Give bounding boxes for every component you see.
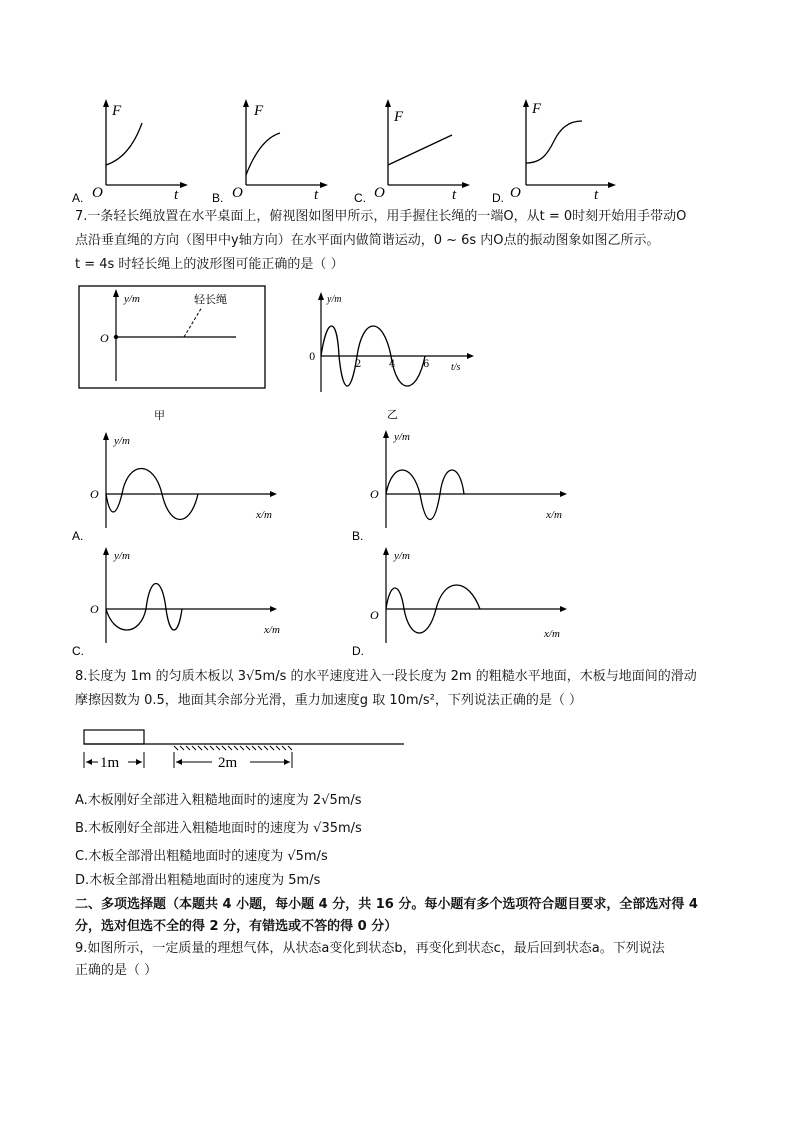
- x-axis-label: x/m: [546, 509, 562, 521]
- q7-line-1: 7.一条轻长绳放置在水平桌面上，俯视图如图甲所示，用手握住长绳的一端O，从t = 0时刻开始用手带动O: [75, 209, 687, 224]
- option-label: C.: [72, 644, 84, 658]
- q7-line-2: 点沿垂直绳的方向（图甲中y轴方向）在水平面内做简谐运动，0 ~ 6s 内O点的振动图象如图乙所示。: [75, 233, 660, 248]
- fig-yi-y-label: y/m: [327, 294, 342, 305]
- origin-label: O: [90, 602, 99, 616]
- q8-option-b: B.木板刚好全部进入粗糙地面时的速度为 √35m/s: [75, 821, 362, 836]
- fig-jia-origin: O: [100, 331, 109, 345]
- q8-line-1: 8.长度为 1m 的匀质木板以 3√5m/s 的水平速度进入一段长度为 2m 的粗糙水平地面，木板与地面间的滑动: [75, 669, 697, 684]
- tick-label: 2: [355, 359, 362, 370]
- option-label: D.: [492, 191, 504, 205]
- q8-option-c: C.木板全部滑出粗糙地面时的速度为 √5m/s: [75, 849, 328, 864]
- q7-line-3: t = 4s 时轻长绳上的波形图可能正确的是（ ）: [75, 257, 344, 272]
- q8-option-d: D.木板全部滑出粗糙地面时的速度为 5m/s: [75, 873, 321, 888]
- q7-option-c: [70, 545, 290, 660]
- graph-b: [210, 95, 330, 205]
- x-axis-label: x/m: [264, 624, 280, 636]
- fig-yi-x-label: t/s: [451, 362, 461, 373]
- graph-d: [490, 95, 620, 205]
- origin-label: O: [510, 185, 521, 201]
- origin-label: O: [92, 185, 103, 201]
- axis-label-f: F: [394, 109, 404, 125]
- q9-line-2: 正确的是（ ）: [75, 963, 158, 978]
- option-label: D.: [352, 644, 364, 658]
- axis-label-t: t: [452, 187, 457, 203]
- axis-label-t: t: [174, 187, 179, 203]
- option-label: B.: [352, 529, 364, 543]
- graph-a: [70, 95, 190, 205]
- axis-label-f: F: [532, 101, 542, 117]
- section2-heading-line-1: 二、多项选择题（本题共 4 小题，每小题 4 分，共 16 分。每小题有多个选项符合题目要求，全部选对得 4: [75, 897, 698, 912]
- q8-option-a: A.木板刚好全部进入粗糙地面时的速度为 2√5m/s: [75, 793, 362, 808]
- section2-heading-line-2: 分，选对但选不全的得 2 分，有错选或不答的得 0 分）: [75, 919, 398, 934]
- axis-label-t: t: [594, 187, 599, 203]
- q9-line-1: 9.如图所示，一定质量的理想气体，从状态a变化到状态b，再变化到状态c，最后回到状态a。下列说法: [75, 941, 665, 956]
- fig-yi-origin: 0: [309, 352, 316, 363]
- q7-option-a: [70, 430, 290, 545]
- q8-line-2: 摩擦因数为 0.5，地面其余部分光滑，重力加速度g 取 10m/s²，下列说法正确的是（ ）: [75, 693, 583, 708]
- axis-label-f: F: [112, 103, 122, 119]
- q7-option-d: [350, 545, 580, 660]
- option-label: A.: [72, 529, 84, 543]
- graph-c: [352, 95, 472, 205]
- tick-label: 6: [423, 359, 430, 370]
- y-axis-label: y/m: [114, 435, 130, 447]
- fig-jia-caption: 甲: [154, 409, 165, 422]
- q7-option-b: [350, 428, 580, 545]
- q8-figure: [78, 726, 408, 776]
- x-axis-label: x/m: [256, 509, 272, 521]
- axis-label-f: F: [254, 103, 264, 119]
- figure-jia: [78, 285, 268, 425]
- origin-label: O: [90, 487, 99, 501]
- figure-yi: [305, 290, 475, 425]
- board-length-label: 1m: [100, 755, 120, 771]
- fig-jia-y-label: y/m: [124, 293, 140, 305]
- option-label: C.: [354, 191, 366, 205]
- origin-label: O: [370, 608, 379, 622]
- origin-label: O: [232, 185, 243, 201]
- rope-label: 轻长绳: [194, 293, 227, 306]
- y-axis-label: y/m: [394, 431, 410, 443]
- x-axis-label: x/m: [544, 628, 560, 640]
- origin-label: O: [370, 487, 379, 501]
- origin-label: O: [374, 185, 385, 201]
- tick-label: 4: [389, 359, 396, 370]
- axis-label-t: t: [314, 187, 319, 203]
- fig-yi-caption: 乙: [387, 408, 398, 421]
- y-axis-label: y/m: [114, 550, 130, 562]
- option-label: B.: [212, 191, 224, 205]
- rough-length-label: 2m: [218, 755, 238, 771]
- y-axis-label: y/m: [394, 550, 410, 562]
- option-label: A.: [72, 191, 84, 205]
